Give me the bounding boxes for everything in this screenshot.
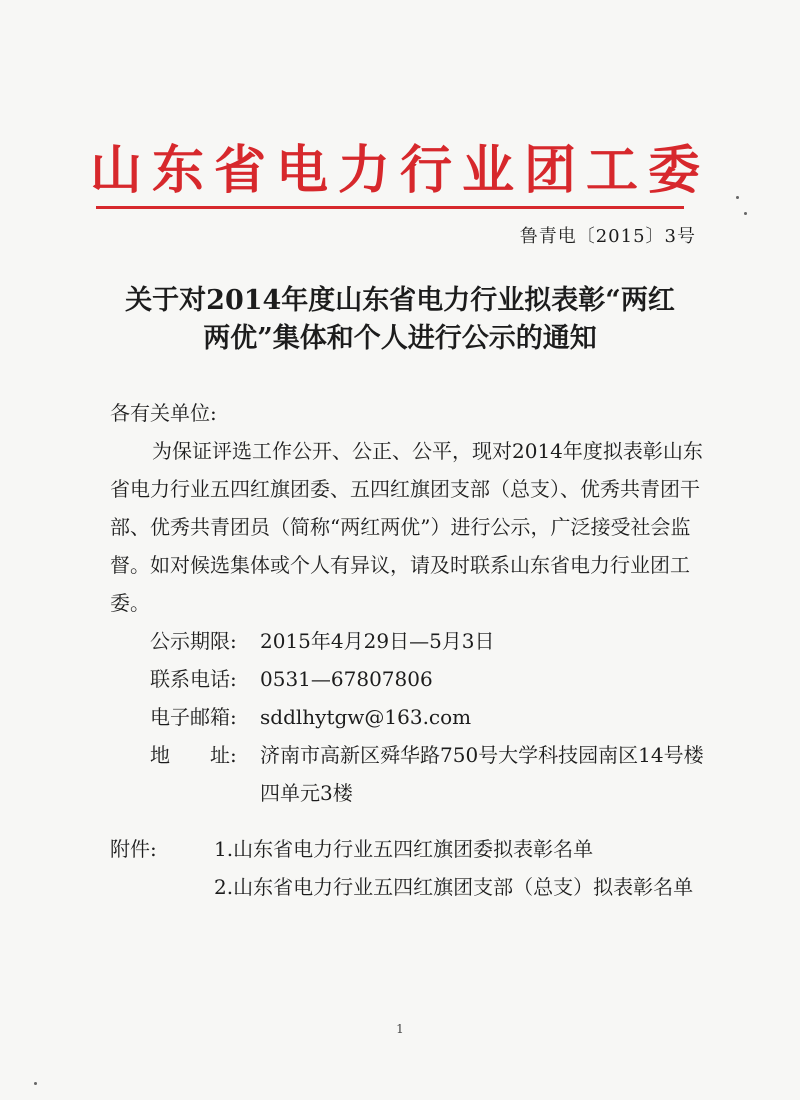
scan-speck <box>34 1082 37 1085</box>
info-row-email <box>110 698 710 736</box>
attachments-list <box>214 830 710 906</box>
attachments-section <box>110 830 710 906</box>
info-label: 地 址: <box>150 743 237 767</box>
notice-title-line-2: 两优”集体和个人进行公示的通知 <box>203 323 597 354</box>
info-label: 联系电话: <box>150 667 237 691</box>
salutation: 各有关单位: <box>110 401 217 425</box>
header-red-rule <box>96 206 684 209</box>
notice-title-line-1: 关于对2014年度山东省电力行业拟表彰“两红 <box>125 285 675 316</box>
info-value: 济南市高新区舜华路750号大学科技园南区14号楼四单元3楼 <box>260 743 704 805</box>
page-number: 1 <box>396 1022 404 1036</box>
scan-speck <box>744 212 747 215</box>
info-label: 公示期限: <box>150 629 237 653</box>
attachments-label: 附件: <box>110 837 157 861</box>
main-paragraph: 为保证评选工作公开、公正、公平，现对2014年度拟表彰山东省电力行业五四红旗团委、五四红旗团支部（总支）、优秀共青团干部、优秀共青团员（简称“两红两优”）进行公示，广泛接受社会监督。如对候选集体或个人有异议，请及时联系山东省电力行业团工委。 <box>110 439 703 615</box>
attachment-item: 1.山东省电力行业五四红旗团委拟表彰名单 <box>214 837 594 861</box>
notice-title <box>90 282 710 358</box>
info-row-period <box>110 622 710 660</box>
document-number: 鲁青电〔2015〕3号 <box>519 226 696 247</box>
scan-speck <box>736 196 739 199</box>
info-value: 0531—67807806 <box>260 667 433 691</box>
notice-body <box>110 394 710 906</box>
attachment-item: 2.山东省电力行业五四红旗团支部（总支）拟表彰名单 <box>214 875 694 899</box>
info-row-phone <box>110 660 710 698</box>
org-header-title: 山东省电力行业团工委 <box>89 141 710 201</box>
info-value: sddlhytgw@163.com <box>260 705 472 729</box>
info-row-address <box>110 736 710 812</box>
info-value: 2015年4月29日—5月3日 <box>260 629 495 653</box>
info-label: 电子邮箱: <box>150 705 237 729</box>
